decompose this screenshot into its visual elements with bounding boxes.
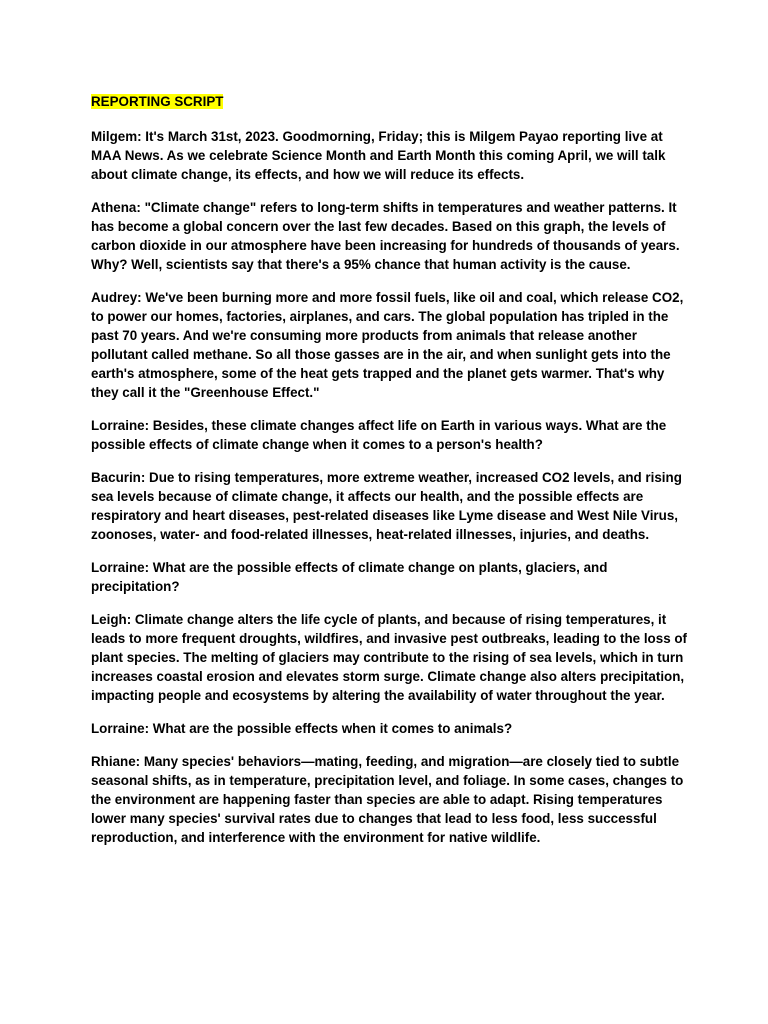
- paragraph-audrey: Audrey: We've been burning more and more fossil fuels, like oil and coal, which release CO2, to power our homes, factories, airplanes, and cars. The global population has tripled in the past 70 years. And we're consuming more products from animals that release another pollutant called methane. So all those gasses are in the air, and when sunlight gets into the earth's atmosphere, some of the heat gets trapped and the planet gets warmer. That's why they call it the "Greenhouse Effect.": [91, 290, 684, 400]
- paragraph-lorraine-plants: Lorraine: What are the possible effects of climate change on plants, glaciers, and precipitation?: [91, 560, 608, 594]
- paragraph-milgem: Milgem: It's March 31st, 2023. Goodmorning, Friday; this is Milgem Payao reporting live at MAA News. As we celebrate Science Month and Earth Month this coming April, we will talk about climate change, its effects, and how we will reduce its effects.: [91, 129, 666, 182]
- paragraph-lorraine-animals: Lorraine: What are the possible effects when it comes to animals?: [91, 721, 513, 736]
- title-highlight: REPORTING SCRIPT: [91, 94, 224, 109]
- paragraph-leigh: Leigh: Climate change alters the life cycle of plants, and because of rising temperatures, it leads to more frequent droughts, wildfires, and invasive pest outbreaks, leading to the loss of plant species. The melting of glaciers may contribute to the rising of sea levels, which in turn increases coastal erosion and elevates storm surge. Climate change also alters precipitation, impacting people and ecosystems by altering the availability of water throughout the year.: [91, 612, 687, 703]
- paragraph-bacurin: Bacurin: Due to rising temperatures, more extreme weather, increased CO2 levels, and rising sea levels because of climate change, it affects our health, and the possible effects are respiratory and heart diseases, pest-related diseases like Lyme disease and West Nile Virus, zoonoses, water- and food-related illnesses, heat-related illnesses, injuries, and deaths.: [91, 470, 682, 542]
- paragraph-athena: Athena: "Climate change" refers to long-term shifts in temperatures and weather patterns. It has become a global concern over the last few decades. Based on this graph, the levels of carbon dioxide in our atmosphere have been increasing for hundreds of thousands of years. Why? Well, scientists say that there's a 95% chance that human activity is the cause.: [91, 200, 680, 272]
- paragraph-rhiane: Rhiane: Many species' behaviors—mating, feeding, and migration—are closely tied to subtle seasonal shifts, as in temperature, precipitation level, and foliage. In some cases, changes to the environment are happening faster than species are able to adapt. Rising temperatures lower many species' survival rates due to changes that lead to less food, less successful reproduction, and interference with the environment for native wildlife.: [91, 754, 684, 845]
- document-title: [91, 92, 691, 111]
- document-body: [91, 92, 691, 861]
- paragraph-lorraine-health: Lorraine: Besides, these climate changes affect life on Earth in various ways. What are the possible effects of climate change when it comes to a person's health?: [91, 418, 667, 452]
